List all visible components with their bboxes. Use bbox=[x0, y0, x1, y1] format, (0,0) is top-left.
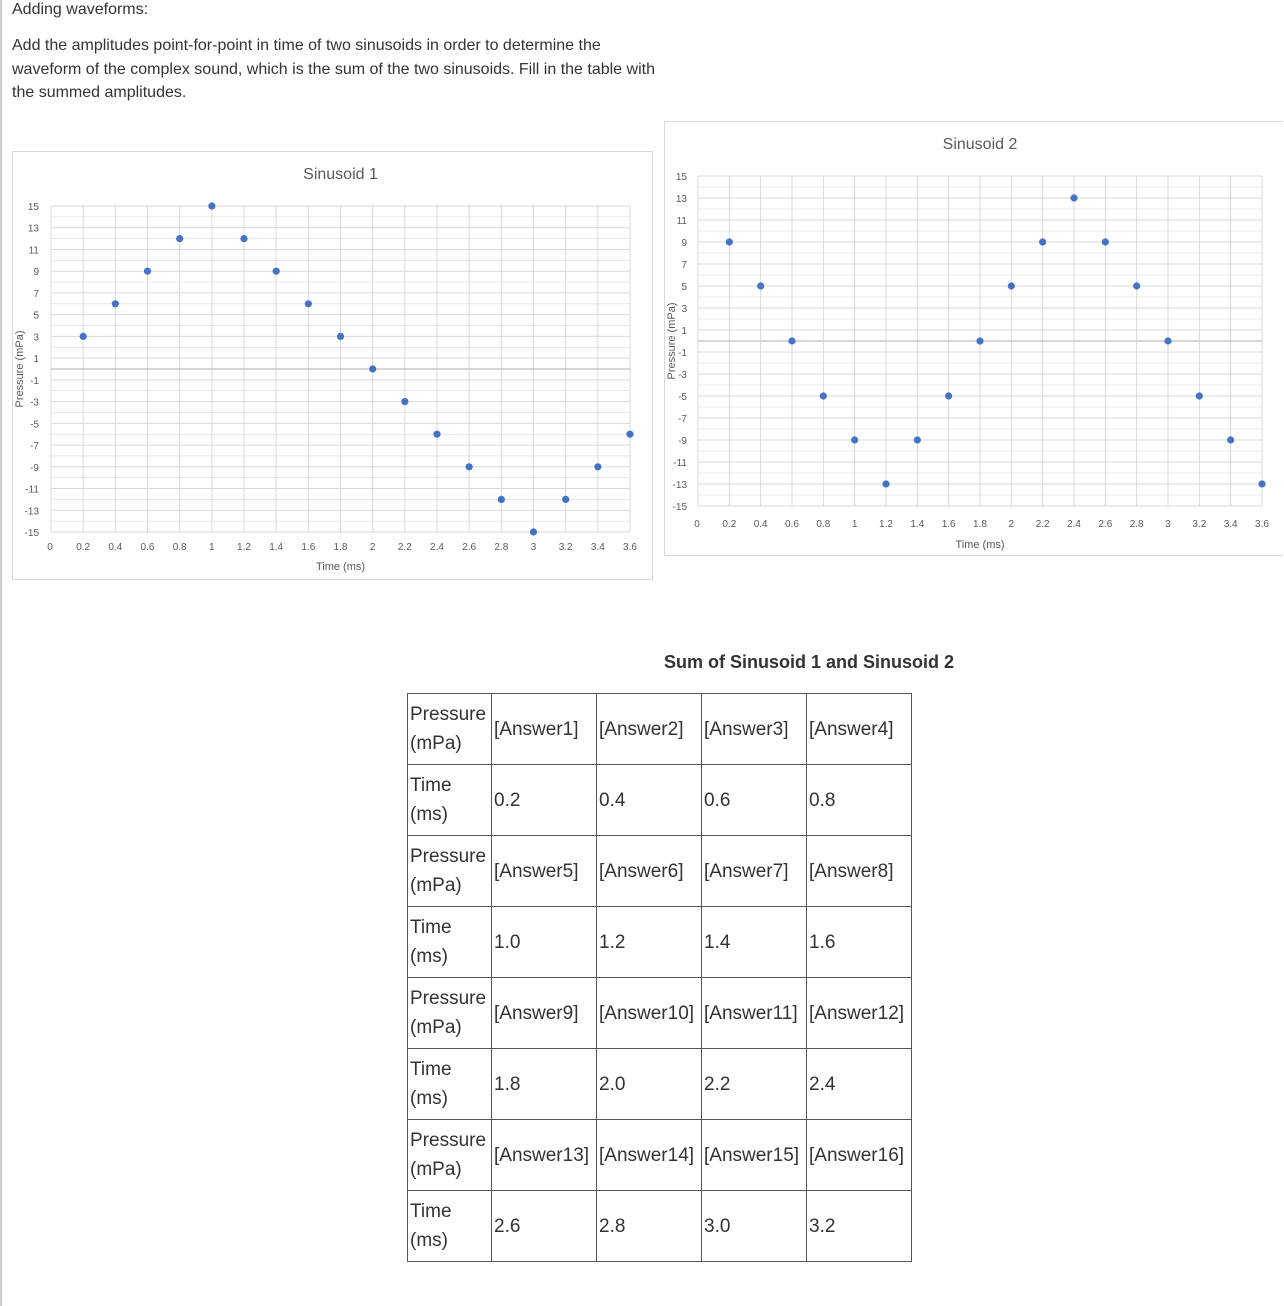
x-tick-label: 2.8 bbox=[494, 542, 509, 553]
data-point bbox=[1102, 238, 1109, 245]
x-tick-label: 2.4 bbox=[1067, 519, 1081, 530]
data-point bbox=[369, 365, 376, 372]
time-row-header: Time (ms) bbox=[408, 907, 492, 978]
answer-cell: [Answer12] bbox=[807, 978, 912, 1049]
x-tick-label: 1 bbox=[851, 519, 858, 530]
x-tick-label: 2.8 bbox=[1129, 519, 1144, 530]
data-point bbox=[305, 300, 312, 307]
x-tick-label: 0.2 bbox=[76, 542, 91, 553]
pressure-row-header: Pressure (mPa) bbox=[408, 1120, 492, 1191]
x-tick-label: 2.2 bbox=[1035, 519, 1050, 530]
y-tick-label: 11 bbox=[28, 245, 39, 257]
answer-cell: [Answer6] bbox=[597, 836, 702, 907]
x-tick-label: 0.2 bbox=[722, 519, 737, 530]
x-axis-label: Time (ms) bbox=[315, 561, 366, 573]
data-point bbox=[976, 337, 983, 344]
x-tick-label: 3.2 bbox=[1192, 519, 1207, 530]
x-tick-label: 3.2 bbox=[558, 542, 573, 553]
x-tick-label: 0 bbox=[694, 519, 700, 530]
pressure-row bbox=[408, 978, 912, 1049]
data-point bbox=[80, 333, 87, 340]
y-tick-label: 5 bbox=[681, 282, 687, 293]
y-tick-label: -7 bbox=[678, 414, 687, 425]
x-tick-label: 0.8 bbox=[172, 542, 187, 553]
pressure-row bbox=[408, 1120, 912, 1191]
instructions-text: Add the amplitudes point-for-point in time of two sinusoids in order to determine the waveform of the complex sound, which is the sum of the two sinusoids. Fill in the table with the summed amplitudes. bbox=[12, 37, 655, 101]
x-tick-label: 1.6 bbox=[301, 542, 316, 553]
data-point bbox=[914, 436, 921, 443]
answer-cell: [Answer13] bbox=[492, 1120, 597, 1191]
x-tick-label: 3 bbox=[530, 542, 537, 553]
x-tick-label: 3.4 bbox=[1223, 519, 1238, 530]
answer-cell: [Answer3] bbox=[702, 694, 807, 765]
x-tick-label: 1.2 bbox=[879, 519, 893, 530]
y-tick-label: -11 bbox=[673, 458, 687, 469]
sinusoid-2-chart bbox=[664, 121, 1283, 556]
time-row bbox=[408, 1191, 912, 1262]
time-cell: 1.2 bbox=[597, 907, 702, 978]
x-tick-label: 2.6 bbox=[1098, 519, 1113, 530]
y-tick-label: -5 bbox=[30, 419, 39, 431]
sinusoid-2-svg bbox=[665, 122, 1283, 555]
data-point bbox=[1227, 436, 1234, 443]
x-tick-label: 0.8 bbox=[816, 519, 831, 530]
x-tick-label: 1 bbox=[209, 542, 215, 553]
y-tick-label: -15 bbox=[24, 528, 39, 539]
time-row-header: Time (ms) bbox=[408, 765, 492, 836]
y-tick-label: 1 bbox=[33, 354, 39, 366]
time-cell: 2.6 bbox=[492, 1191, 597, 1262]
time-row bbox=[408, 765, 912, 836]
y-tick-label: -11 bbox=[25, 484, 39, 496]
y-tick-label: 11 bbox=[676, 216, 687, 227]
x-tick-label: 1.4 bbox=[910, 519, 925, 530]
data-point bbox=[144, 268, 151, 275]
y-tick-label: -3 bbox=[678, 370, 687, 381]
data-point bbox=[466, 463, 473, 470]
y-tick-label: 7 bbox=[33, 288, 39, 300]
answer-cell: [Answer2] bbox=[597, 694, 702, 765]
data-point bbox=[1164, 337, 1171, 344]
answer-cell: [Answer5] bbox=[492, 836, 597, 907]
time-row-header: Time (ms) bbox=[408, 1049, 492, 1120]
y-tick-label: 15 bbox=[675, 172, 687, 183]
y-tick-label: 3 bbox=[33, 332, 39, 344]
y-tick-label: -9 bbox=[30, 462, 39, 474]
x-tick-label: 1.6 bbox=[941, 519, 956, 530]
x-tick-label: 1.2 bbox=[237, 542, 251, 553]
x-tick-label: 0.4 bbox=[108, 542, 123, 553]
pressure-row-header: Pressure (mPa) bbox=[408, 836, 492, 907]
data-point bbox=[820, 392, 827, 399]
data-point bbox=[851, 436, 858, 443]
data-point bbox=[562, 496, 569, 503]
chart-title: Sinusoid 1 bbox=[303, 166, 378, 183]
data-point bbox=[208, 202, 215, 209]
x-tick-label: 2.4 bbox=[430, 542, 444, 553]
y-tick-label: 7 bbox=[681, 260, 687, 271]
x-tick-label: 3.6 bbox=[1255, 519, 1269, 530]
pressure-row-header: Pressure (mPa) bbox=[408, 978, 492, 1049]
time-cell: 1.4 bbox=[702, 907, 807, 978]
time-row bbox=[408, 1049, 912, 1120]
time-cell: 0.8 bbox=[807, 765, 912, 836]
y-tick-label: -1 bbox=[30, 375, 39, 387]
x-tick-label: 2 bbox=[369, 542, 376, 553]
x-tick-label: 2.6 bbox=[462, 542, 477, 553]
answer-cell: [Answer11] bbox=[702, 978, 807, 1049]
answer-cell: [Answer7] bbox=[702, 836, 807, 907]
y-tick-label: 3 bbox=[681, 304, 687, 315]
data-point bbox=[726, 238, 733, 245]
answer-cell: [Answer15] bbox=[702, 1120, 807, 1191]
answer-cell: [Answer4] bbox=[807, 694, 912, 765]
data-point bbox=[882, 480, 889, 487]
y-tick-label: -13 bbox=[24, 506, 39, 518]
x-tick-label: 0 bbox=[47, 542, 53, 553]
left-border-rule bbox=[0, 0, 2, 1306]
data-point bbox=[1196, 392, 1203, 399]
y-tick-label: -13 bbox=[672, 480, 687, 491]
y-tick-label: 13 bbox=[27, 223, 39, 235]
sinusoid-1-chart bbox=[12, 151, 653, 580]
x-tick-label: 3.4 bbox=[590, 542, 605, 553]
data-point bbox=[401, 398, 408, 405]
y-tick-label: 9 bbox=[33, 267, 39, 279]
time-cell: 0.2 bbox=[492, 765, 597, 836]
data-point bbox=[1008, 282, 1015, 289]
pressure-row-header: Pressure (mPa) bbox=[408, 694, 492, 765]
answer-cell: [Answer8] bbox=[807, 836, 912, 907]
x-tick-label: 2.2 bbox=[397, 542, 412, 553]
y-tick-label: -1 bbox=[678, 348, 687, 359]
x-tick-label: 1.8 bbox=[333, 542, 348, 553]
time-cell: 3.0 bbox=[702, 1191, 807, 1262]
answer-cell: [Answer9] bbox=[492, 978, 597, 1049]
x-tick-label: 0.6 bbox=[140, 542, 155, 553]
data-point bbox=[626, 431, 633, 438]
answer-cell: [Answer16] bbox=[807, 1120, 912, 1191]
answer-cell: [Answer10] bbox=[597, 978, 702, 1049]
time-cell: 0.4 bbox=[597, 765, 702, 836]
data-point bbox=[1070, 194, 1077, 201]
data-point bbox=[530, 528, 537, 535]
y-tick-label: -9 bbox=[678, 436, 687, 447]
y-tick-label: 5 bbox=[33, 310, 39, 322]
x-tick-label: 1.8 bbox=[973, 519, 987, 530]
data-point bbox=[757, 282, 764, 289]
time-row bbox=[408, 907, 912, 978]
y-tick-label: 9 bbox=[681, 238, 687, 249]
time-cell: 2.2 bbox=[702, 1049, 807, 1120]
data-point bbox=[594, 463, 601, 470]
sum-heading: Sum of Sinusoid 1 and Sinusoid 2 bbox=[664, 652, 955, 672]
time-cell: 1.8 bbox=[492, 1049, 597, 1120]
x-tick-label: 3.6 bbox=[623, 542, 637, 553]
answer-cell: [Answer1] bbox=[492, 694, 597, 765]
time-row-header: Time (ms) bbox=[408, 1191, 492, 1262]
y-axis-label: Pressure (mPa) bbox=[14, 330, 26, 408]
data-point bbox=[1039, 238, 1046, 245]
x-axis-label: Time (ms) bbox=[955, 539, 1005, 551]
time-cell: 2.4 bbox=[807, 1049, 912, 1120]
time-cell: 0.6 bbox=[702, 765, 807, 836]
data-point bbox=[273, 268, 280, 275]
data-point bbox=[176, 235, 183, 242]
data-point bbox=[240, 235, 247, 242]
x-tick-label: 0.6 bbox=[785, 519, 799, 530]
pressure-row bbox=[408, 836, 912, 907]
time-cell: 2.8 bbox=[597, 1191, 702, 1262]
data-point bbox=[337, 333, 344, 340]
y-tick-label: 15 bbox=[27, 202, 39, 213]
data-point bbox=[498, 496, 505, 503]
data-point bbox=[788, 337, 795, 344]
y-tick-label: -5 bbox=[678, 392, 687, 403]
time-cell: 2.0 bbox=[597, 1049, 702, 1120]
data-point bbox=[1258, 480, 1265, 487]
time-cell: 1.6 bbox=[807, 907, 912, 978]
pressure-row bbox=[408, 694, 912, 765]
answer-cell: [Answer14] bbox=[597, 1120, 702, 1191]
time-cell: 3.2 bbox=[807, 1191, 912, 1262]
data-point bbox=[433, 431, 440, 438]
time-cell: 1.0 bbox=[492, 907, 597, 978]
y-tick-label: 1 bbox=[681, 326, 687, 337]
y-tick-label: 13 bbox=[675, 194, 687, 205]
y-tick-label: -15 bbox=[672, 502, 687, 513]
sinusoid-1-svg bbox=[13, 152, 652, 579]
data-point bbox=[112, 300, 119, 307]
y-tick-label: -3 bbox=[30, 397, 39, 409]
x-tick-label: 0.4 bbox=[753, 519, 768, 530]
y-axis-label: Pressure (mPa) bbox=[666, 302, 678, 380]
x-tick-label: 1.4 bbox=[269, 542, 284, 553]
page-title: Adding waveforms: bbox=[12, 1, 149, 18]
data-point bbox=[1133, 282, 1140, 289]
answer-table bbox=[407, 693, 912, 1262]
x-tick-label: 2 bbox=[1008, 519, 1015, 530]
data-point bbox=[945, 392, 952, 399]
x-tick-label: 3 bbox=[1165, 519, 1171, 530]
chart-title: Sinusoid 2 bbox=[942, 136, 1018, 153]
y-tick-label: -7 bbox=[30, 441, 39, 453]
